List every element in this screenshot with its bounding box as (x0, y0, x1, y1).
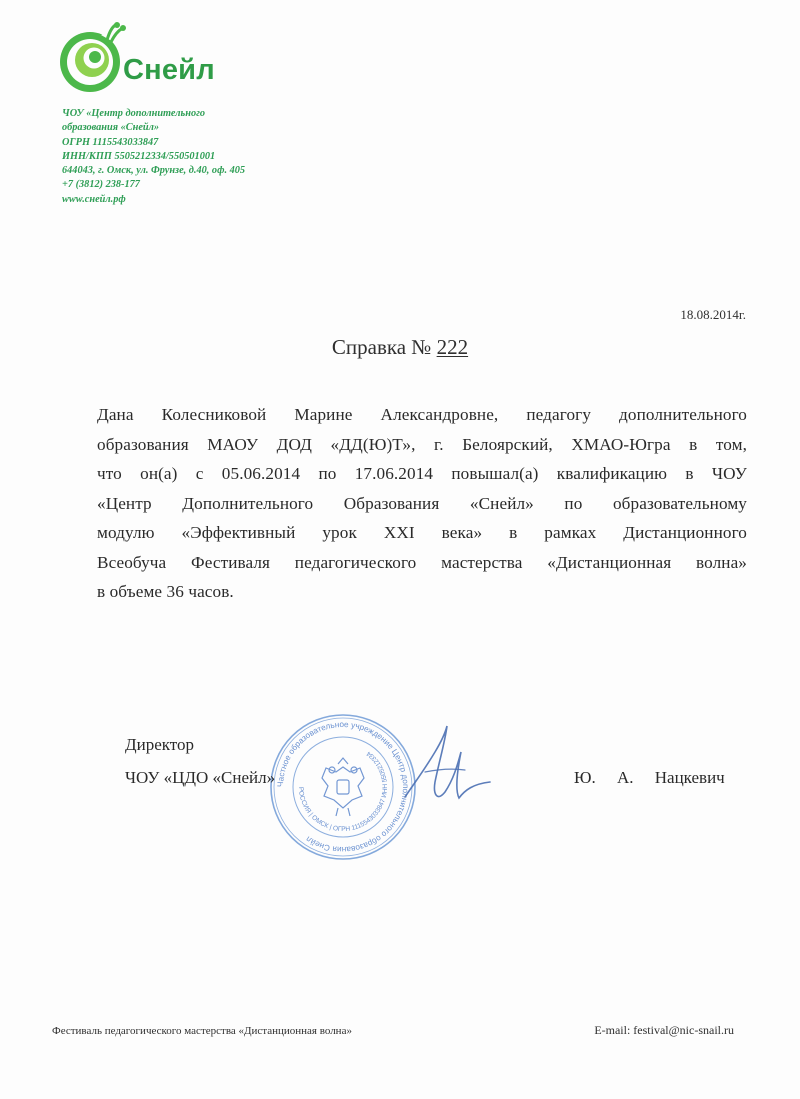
organization-details (62, 107, 362, 207)
body-line: модулю «Эффективный урок XXI века» в рамках Дистанционного (97, 523, 747, 542)
handwritten-signature-icon (395, 712, 515, 832)
org-address: 644043, г. Омск, ул. Фрунзе, д.40, оф. 405 (62, 165, 246, 177)
body-line: что он(а) с 05.06.2014 по 17.06.2014 повышал(а) квалификацию в ЧОУ (97, 464, 747, 483)
org-name-line-2: образования «Снейл» (62, 122, 160, 134)
signer-position: Директор (125, 735, 194, 754)
document-date: 18.08.2014г. (680, 307, 746, 322)
body-line: «Центр Дополнительного Образования «Снейл» по образовательному (97, 493, 747, 513)
stamp-inner-text: РОССИЯ | ОМСК | ОГРН 1115543033847 ИНН 5505212334 (296, 749, 390, 834)
svg-text:Частное образовательное учрежд (276, 720, 410, 854)
signer-name: Ю. А. Нацкевич (574, 768, 725, 787)
org-phone: +7 (3812) 238-177 (62, 179, 140, 191)
org-ogrn: ОГРН 1115543033847 (62, 136, 159, 148)
signer-organization: ЧОУ «ЦДО «Снейл» (125, 768, 276, 787)
body-line: в объеме 36 часов. (97, 582, 234, 601)
title-prefix: Справка № (331, 335, 437, 359)
certificate-body (97, 400, 747, 607)
footer-festival: Фестиваль педагогического мастерства «Дистанционная волна» (52, 1025, 352, 1037)
certificate-number: 222 (436, 335, 469, 359)
document-title (0, 335, 800, 360)
logo-text: Снейл (123, 54, 215, 86)
footer-email: E-mail: festival@nic-snail.ru (594, 1023, 734, 1037)
svg-text:РОССИЯ | ОМСК | ОГРН 111554303 (297, 749, 389, 833)
stamp-outer-text: Частное образовательное учреждение Центр дополнительного образования Снейл (275, 719, 411, 855)
org-website: www.снейл.рф (62, 193, 126, 205)
body-line: Дана Колесниковой Марине Александровне, педагогу дополнительного (97, 405, 747, 424)
org-name-line-1: ЧОУ «Центр дополнительного (62, 108, 206, 119)
org-inn-kpp: ИНН/КПП 5505212334/550501001 (62, 150, 216, 162)
body-line: образования МАОУ ДОД «ДД(Ю)Т», г. Белоярский, ХМАО-Югра в том, (97, 434, 747, 454)
body-line: Всеобуча Фестиваля педагогического мастерства «Дистанционная волна» (97, 552, 747, 572)
